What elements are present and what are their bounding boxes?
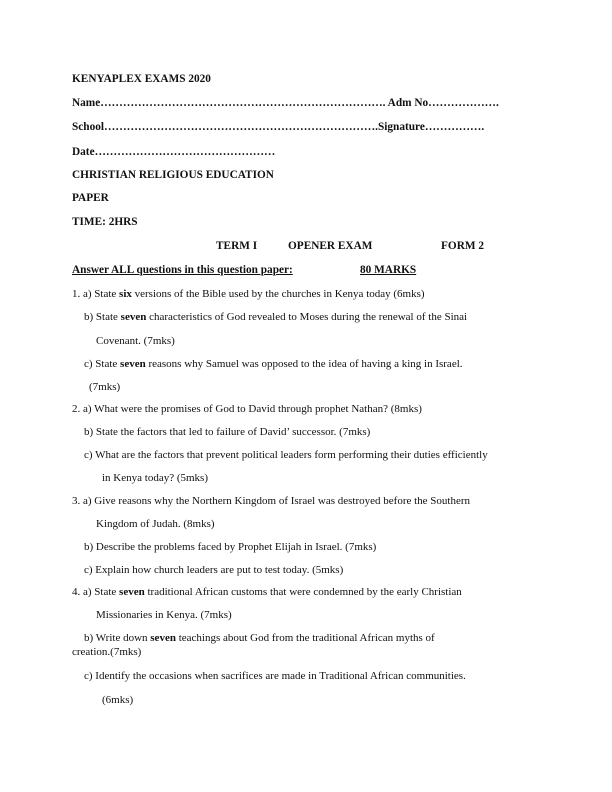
question-number: 2. — [72, 403, 81, 415]
term-label: TERM I — [216, 240, 258, 252]
question-text: Write down — [95, 632, 151, 644]
question-4c — [84, 669, 466, 683]
part-label: b) — [84, 541, 94, 553]
instructions: Answer ALL questions in this question paper: — [72, 264, 293, 276]
name-field[interactable] — [72, 96, 499, 110]
subject-title: CHRISTIAN RELIGIOUS EDUCATION — [72, 169, 274, 181]
adm-no-label: Adm No — [385, 97, 429, 109]
question-text: What were the promises of God to David through prophet Nathan? (8mks) — [94, 403, 422, 415]
part-label: c) — [84, 358, 93, 370]
question-number: 3. — [72, 495, 81, 507]
part-label: a) — [83, 288, 92, 300]
question-4a — [72, 585, 462, 599]
emphasis: seven — [120, 311, 147, 323]
question-number: 1. — [72, 288, 81, 300]
adm-no-dots: ………………. — [428, 97, 499, 109]
school-label: School — [72, 121, 105, 133]
question-2a — [72, 402, 422, 416]
time-label: TIME: 2HRS — [72, 216, 138, 228]
question-2c — [84, 448, 488, 462]
part-label: c) — [84, 564, 93, 576]
date-label: Date — [72, 146, 95, 158]
question-1b-cont: Covenant. (7mks) — [96, 335, 175, 347]
part-label: a) — [83, 403, 92, 415]
emphasis: seven — [119, 586, 145, 598]
form-label: FORM 2 — [441, 240, 484, 252]
question-4a-cont: Missionaries in Kenya. (7mks) — [96, 609, 232, 621]
date-dots: ………………………………………… — [94, 146, 276, 158]
exam-body-title: KENYAPLEX EXAMS 2020 — [72, 73, 211, 85]
part-label: a) — [83, 586, 92, 598]
exam-type-label: OPENER EXAM — [288, 240, 373, 252]
question-4c-cont: (6mks) — [102, 694, 134, 706]
part-label: c) — [84, 449, 93, 461]
question-text: State — [95, 311, 121, 323]
part-label: a) — [83, 495, 92, 507]
question-text: Describe the problems faced by Prophet Elijah in Israel. (7mks) — [95, 541, 377, 553]
question-text: teachings about God from the traditional African myths of — [175, 632, 435, 644]
question-text: versions of the Bible used by the churches in Kenya today (6mks) — [131, 288, 425, 300]
signature-dots: ……………. — [424, 121, 485, 133]
question-number: 4. — [72, 586, 81, 598]
question-text: reasons why Samuel was opposed to the idea of having a king in Israel. — [145, 358, 463, 370]
part-label: b) — [84, 311, 94, 323]
question-2c-cont: in Kenya today? (5mks) — [102, 472, 208, 484]
question-2b — [84, 425, 370, 439]
name-dots: …………………………………………………………………. — [100, 97, 386, 109]
paper-label: PAPER — [72, 192, 109, 204]
question-3b — [84, 540, 376, 554]
question-text: Give reasons why the Northern Kingdom of Israel was destroyed before the Southern — [94, 495, 471, 507]
question-4b — [84, 631, 435, 645]
question-1c-cont: (7mks) — [89, 381, 121, 393]
date-field[interactable] — [72, 145, 275, 159]
part-label: b) — [84, 426, 94, 438]
question-1b — [84, 310, 467, 324]
question-4b-cont: creation.(7mks) — [72, 646, 142, 658]
question-3a — [72, 494, 470, 508]
part-label: c) — [84, 670, 93, 682]
question-text: State the factors that led to failure of David’ successor. (7mks) — [95, 426, 371, 438]
question-text: State — [95, 358, 121, 370]
question-text: Explain how church leaders are put to test today. (5mks) — [95, 564, 344, 576]
part-label: b) — [84, 632, 94, 644]
question-text: State — [94, 288, 120, 300]
school-dots: ………………………………………………………………. — [104, 121, 378, 133]
question-text: Identify the occasions when sacrifices are made in Traditional African communities. — [95, 670, 466, 682]
emphasis: seven — [120, 358, 146, 370]
question-1c — [84, 357, 463, 371]
question-text: State — [94, 586, 120, 598]
emphasis: six — [119, 288, 132, 300]
question-text: What are the factors that prevent political leaders form performing their duties efficiently — [95, 449, 488, 461]
question-3c — [84, 563, 343, 577]
question-text: characteristics of God revealed to Moses during the renewal of the Sinai — [146, 311, 468, 323]
question-1a — [72, 287, 425, 301]
question-text: traditional African customs that were condemned by the early Christian — [144, 586, 462, 598]
signature-label: Signature — [377, 121, 425, 133]
total-marks: 80 MARKS — [360, 264, 417, 276]
school-field[interactable] — [72, 120, 484, 134]
question-3a-cont: Kingdom of Judah. (8mks) — [96, 518, 215, 530]
name-label: Name — [72, 97, 101, 109]
emphasis: seven — [150, 632, 176, 644]
